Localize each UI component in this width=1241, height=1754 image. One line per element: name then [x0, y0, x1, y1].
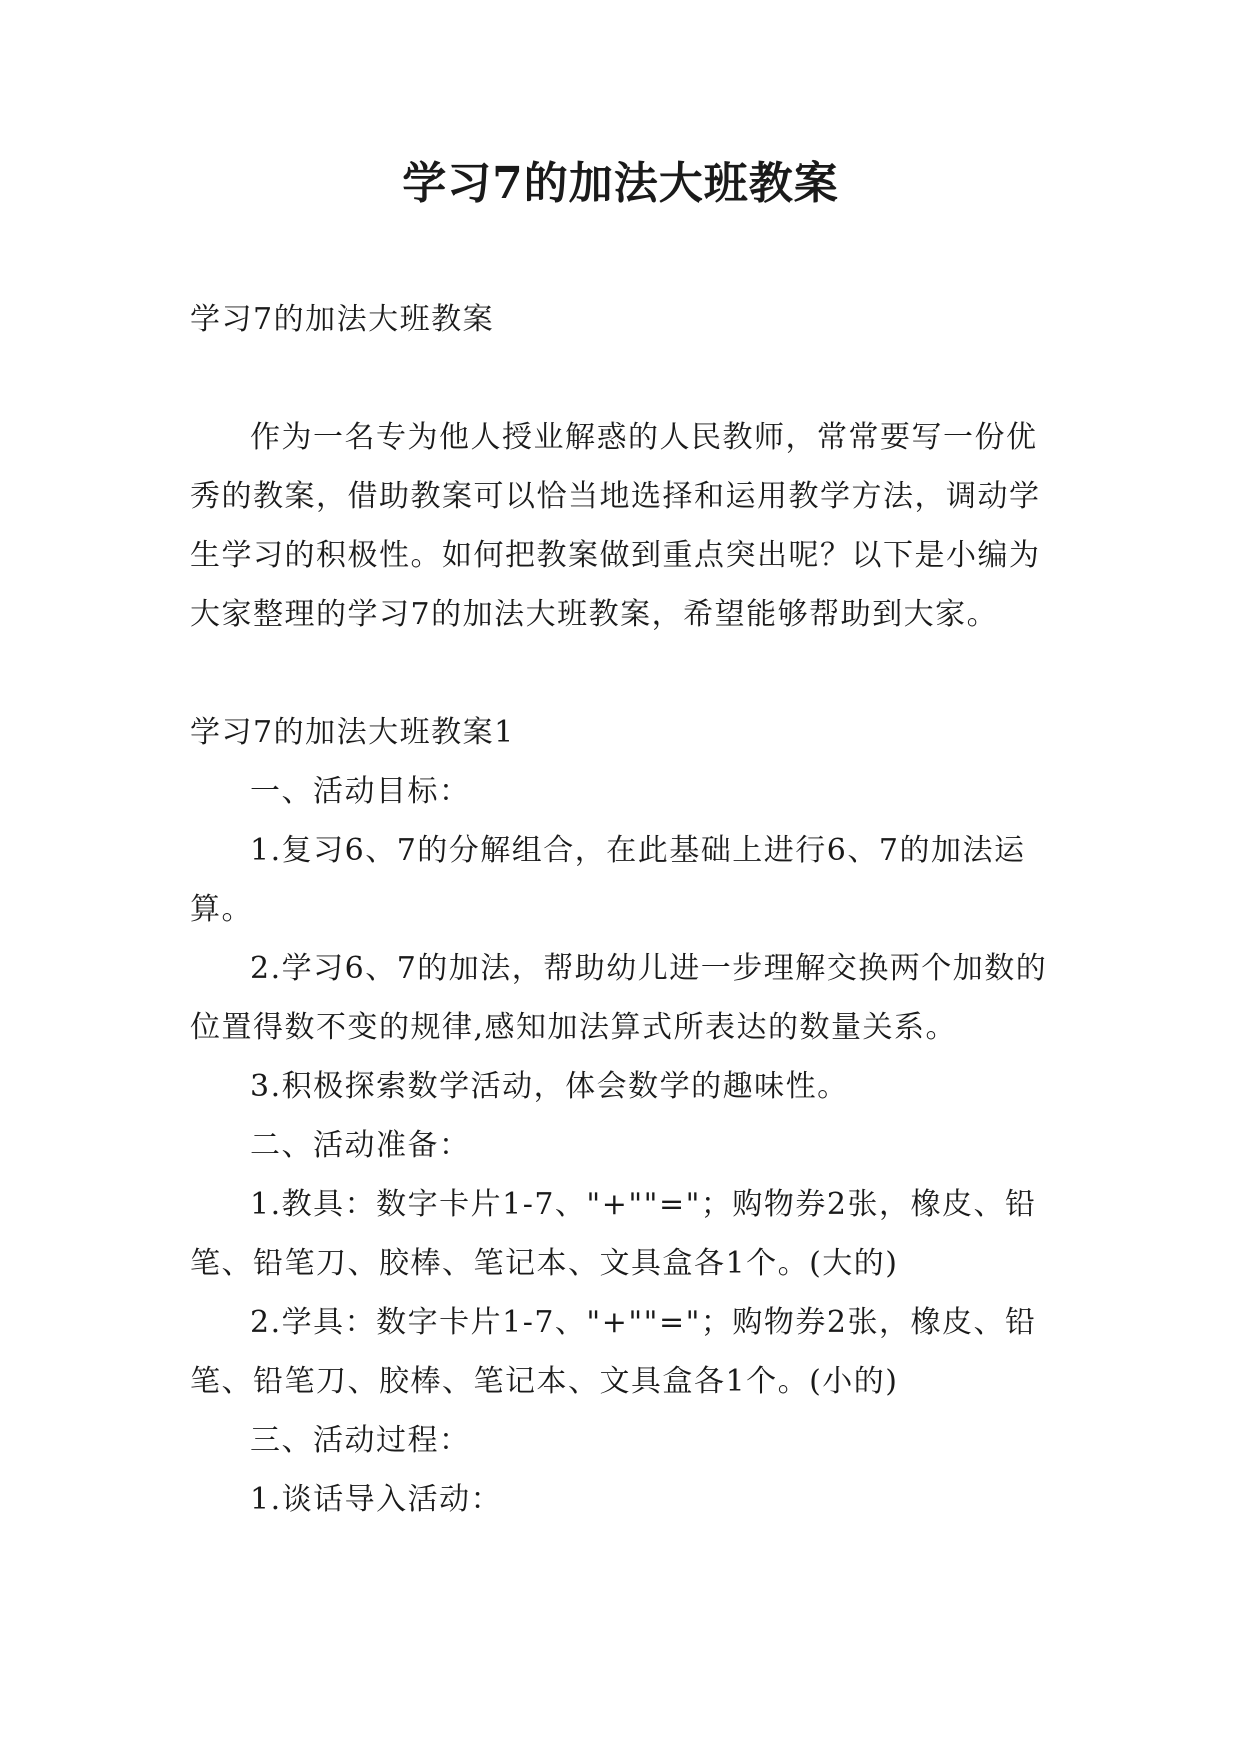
document-body: [190, 290, 1062, 1529]
goal-item-3: 3.积极探索数学活动，体会数学的趣味性。: [250, 1069, 849, 1104]
goal-item-1: 1.复习6、7的分解组合，在此基础上进行6、7的加法运算。: [190, 833, 1026, 927]
goal-item-2: 2.学习6、7的加法，帮助幼儿进一步理解交换两个加数的位置得数不变的规律,感知加法算式所表达的数量关系。: [190, 951, 1048, 1045]
process-item-1: 1.谈话导入活动：: [250, 1482, 503, 1517]
preparation-item-1: 1.教具：数字卡片1-7、"+""="；购物券2张，橡皮、铅笔、铅笔刀、胶棒、笔记本、文具盒各1个。(大的): [190, 1187, 1037, 1281]
process-heading: 三、活动过程：: [250, 1423, 471, 1458]
document-subtitle: 学习7的加法大班教案: [190, 302, 495, 337]
goals-heading: 一、活动目标：: [250, 774, 471, 809]
preparation-item-2: 2.学具：数字卡片1-7、"+""="；购物券2张，橡皮、铅笔、铅笔刀、胶棒、笔记本、文具盒各1个。(小的): [190, 1305, 1037, 1399]
document-title: 学习7的加法大班教案: [402, 158, 839, 209]
intro-paragraph: 作为一名专为他人授业解惑的人民教师，常常要写一份优秀的教案，借助教案可以恰当地选择和运用教学方法，调动学生学习的积极性。如何把教案做到重点突出呢？以下是小编为大家整理的学习7的加法大班教案，希望能够帮助到大家。: [190, 420, 1041, 632]
preparation-heading: 二、活动准备：: [250, 1128, 471, 1163]
section-heading: 学习7的加法大班教案1: [190, 715, 515, 750]
